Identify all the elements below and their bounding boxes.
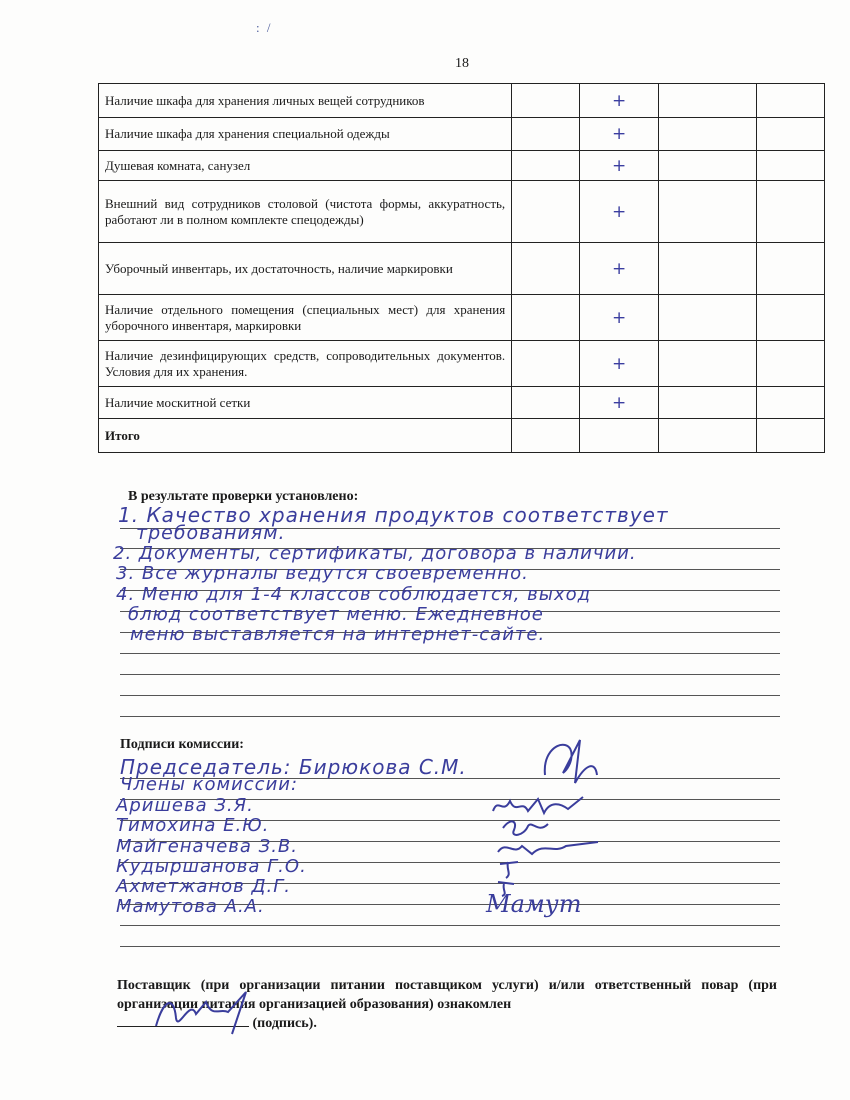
commission-member: Аришева З.Я. xyxy=(116,795,254,816)
table-row xyxy=(99,118,825,151)
total-label: Итого xyxy=(99,419,512,453)
finding-line: блюд соответствует меню. Ежедневное xyxy=(128,604,544,625)
criterion-cell: Душевая комната, санузел xyxy=(99,151,512,181)
check-mark: + xyxy=(580,295,658,341)
findings-title: В результате проверки установлено: xyxy=(128,489,359,504)
finding-line: 2. Документы, сертификаты, договора в наличии. xyxy=(113,543,637,564)
criterion-cell: Наличие шкафа для хранения специальной одежды xyxy=(99,118,512,151)
commission-member: Майгеначева З.В. xyxy=(116,836,298,857)
rule-line xyxy=(120,653,780,654)
table-row xyxy=(99,243,825,295)
finding-line: требованиям. xyxy=(136,522,286,544)
checklist-table xyxy=(98,83,825,453)
table-row xyxy=(99,341,825,387)
table-row xyxy=(99,181,825,243)
check-mark: + xyxy=(580,243,658,295)
acknowledgement-text: Поставщик (при организации питании поставщиком услуги) и/или ответственный повар (при организации питания организацией образования) ознакомлен xyxy=(117,978,777,1012)
check-mark: + xyxy=(580,387,658,419)
commission-title: Подписи комиссии: xyxy=(120,737,244,752)
signature-caption: (подпись). xyxy=(252,1016,317,1031)
table-total-row xyxy=(99,419,825,453)
rule-line xyxy=(120,695,780,696)
criterion-cell: Наличие дезинфицирующих средств, сопроводительных документов. Условия для их хранения. xyxy=(99,341,512,387)
rule-line xyxy=(120,925,780,926)
check-mark: + xyxy=(580,151,658,181)
criterion-cell: Уборочный инвентарь, их достаточность, наличие маркировки xyxy=(99,243,512,295)
table-row xyxy=(99,387,825,419)
criterion-cell: Наличие шкафа для хранения личных вещей сотрудников xyxy=(99,84,512,118)
commission-chair: Председатель: Бирюкова С.М. xyxy=(120,755,467,779)
commission-member: Тимохина Е.Ю. xyxy=(116,815,270,836)
member-signature-text: Мамут xyxy=(486,890,582,918)
page-number: 18 xyxy=(455,56,469,71)
rule-line xyxy=(120,946,780,947)
table-row xyxy=(99,295,825,341)
finding-line: меню выставляется на интернет-сайте. xyxy=(130,624,546,645)
criterion-cell: Внешний вид сотрудников столовой (чистота формы, аккуратность, работают ли в полном комплекте спецодежды) xyxy=(99,181,512,243)
commission-member: Ахметжанов Д.Г. xyxy=(116,876,291,897)
commission-members-label: Члены комиссии: xyxy=(120,774,299,795)
scan-marks: : / xyxy=(256,20,273,35)
commission-member: Кудыршанова Г.О. xyxy=(116,856,307,877)
check-mark: + xyxy=(580,341,658,387)
commission-member: Мамутова А.А. xyxy=(116,896,265,917)
finding-line: 4. Меню для 1-4 классов соблюдается, выход xyxy=(116,584,592,605)
chair-signature xyxy=(535,735,605,790)
check-mark: + xyxy=(580,118,658,151)
check-mark: + xyxy=(580,84,658,118)
rule-line xyxy=(120,716,780,717)
check-mark: + xyxy=(580,181,658,243)
supplier-signature xyxy=(150,988,250,1038)
finding-line: 1. Качество хранения продуктов соответствует xyxy=(118,503,669,527)
table-row xyxy=(99,84,825,118)
rule-line xyxy=(120,674,780,675)
table-row xyxy=(99,151,825,181)
finding-line: 3. Все журналы ведутся своевременно. xyxy=(116,563,529,584)
criterion-cell: Наличие отдельного помещения (специальных мест) для хранения уборочного инвентаря, маркировки xyxy=(99,295,512,341)
criterion-cell: Наличие москитной сетки xyxy=(99,387,512,419)
